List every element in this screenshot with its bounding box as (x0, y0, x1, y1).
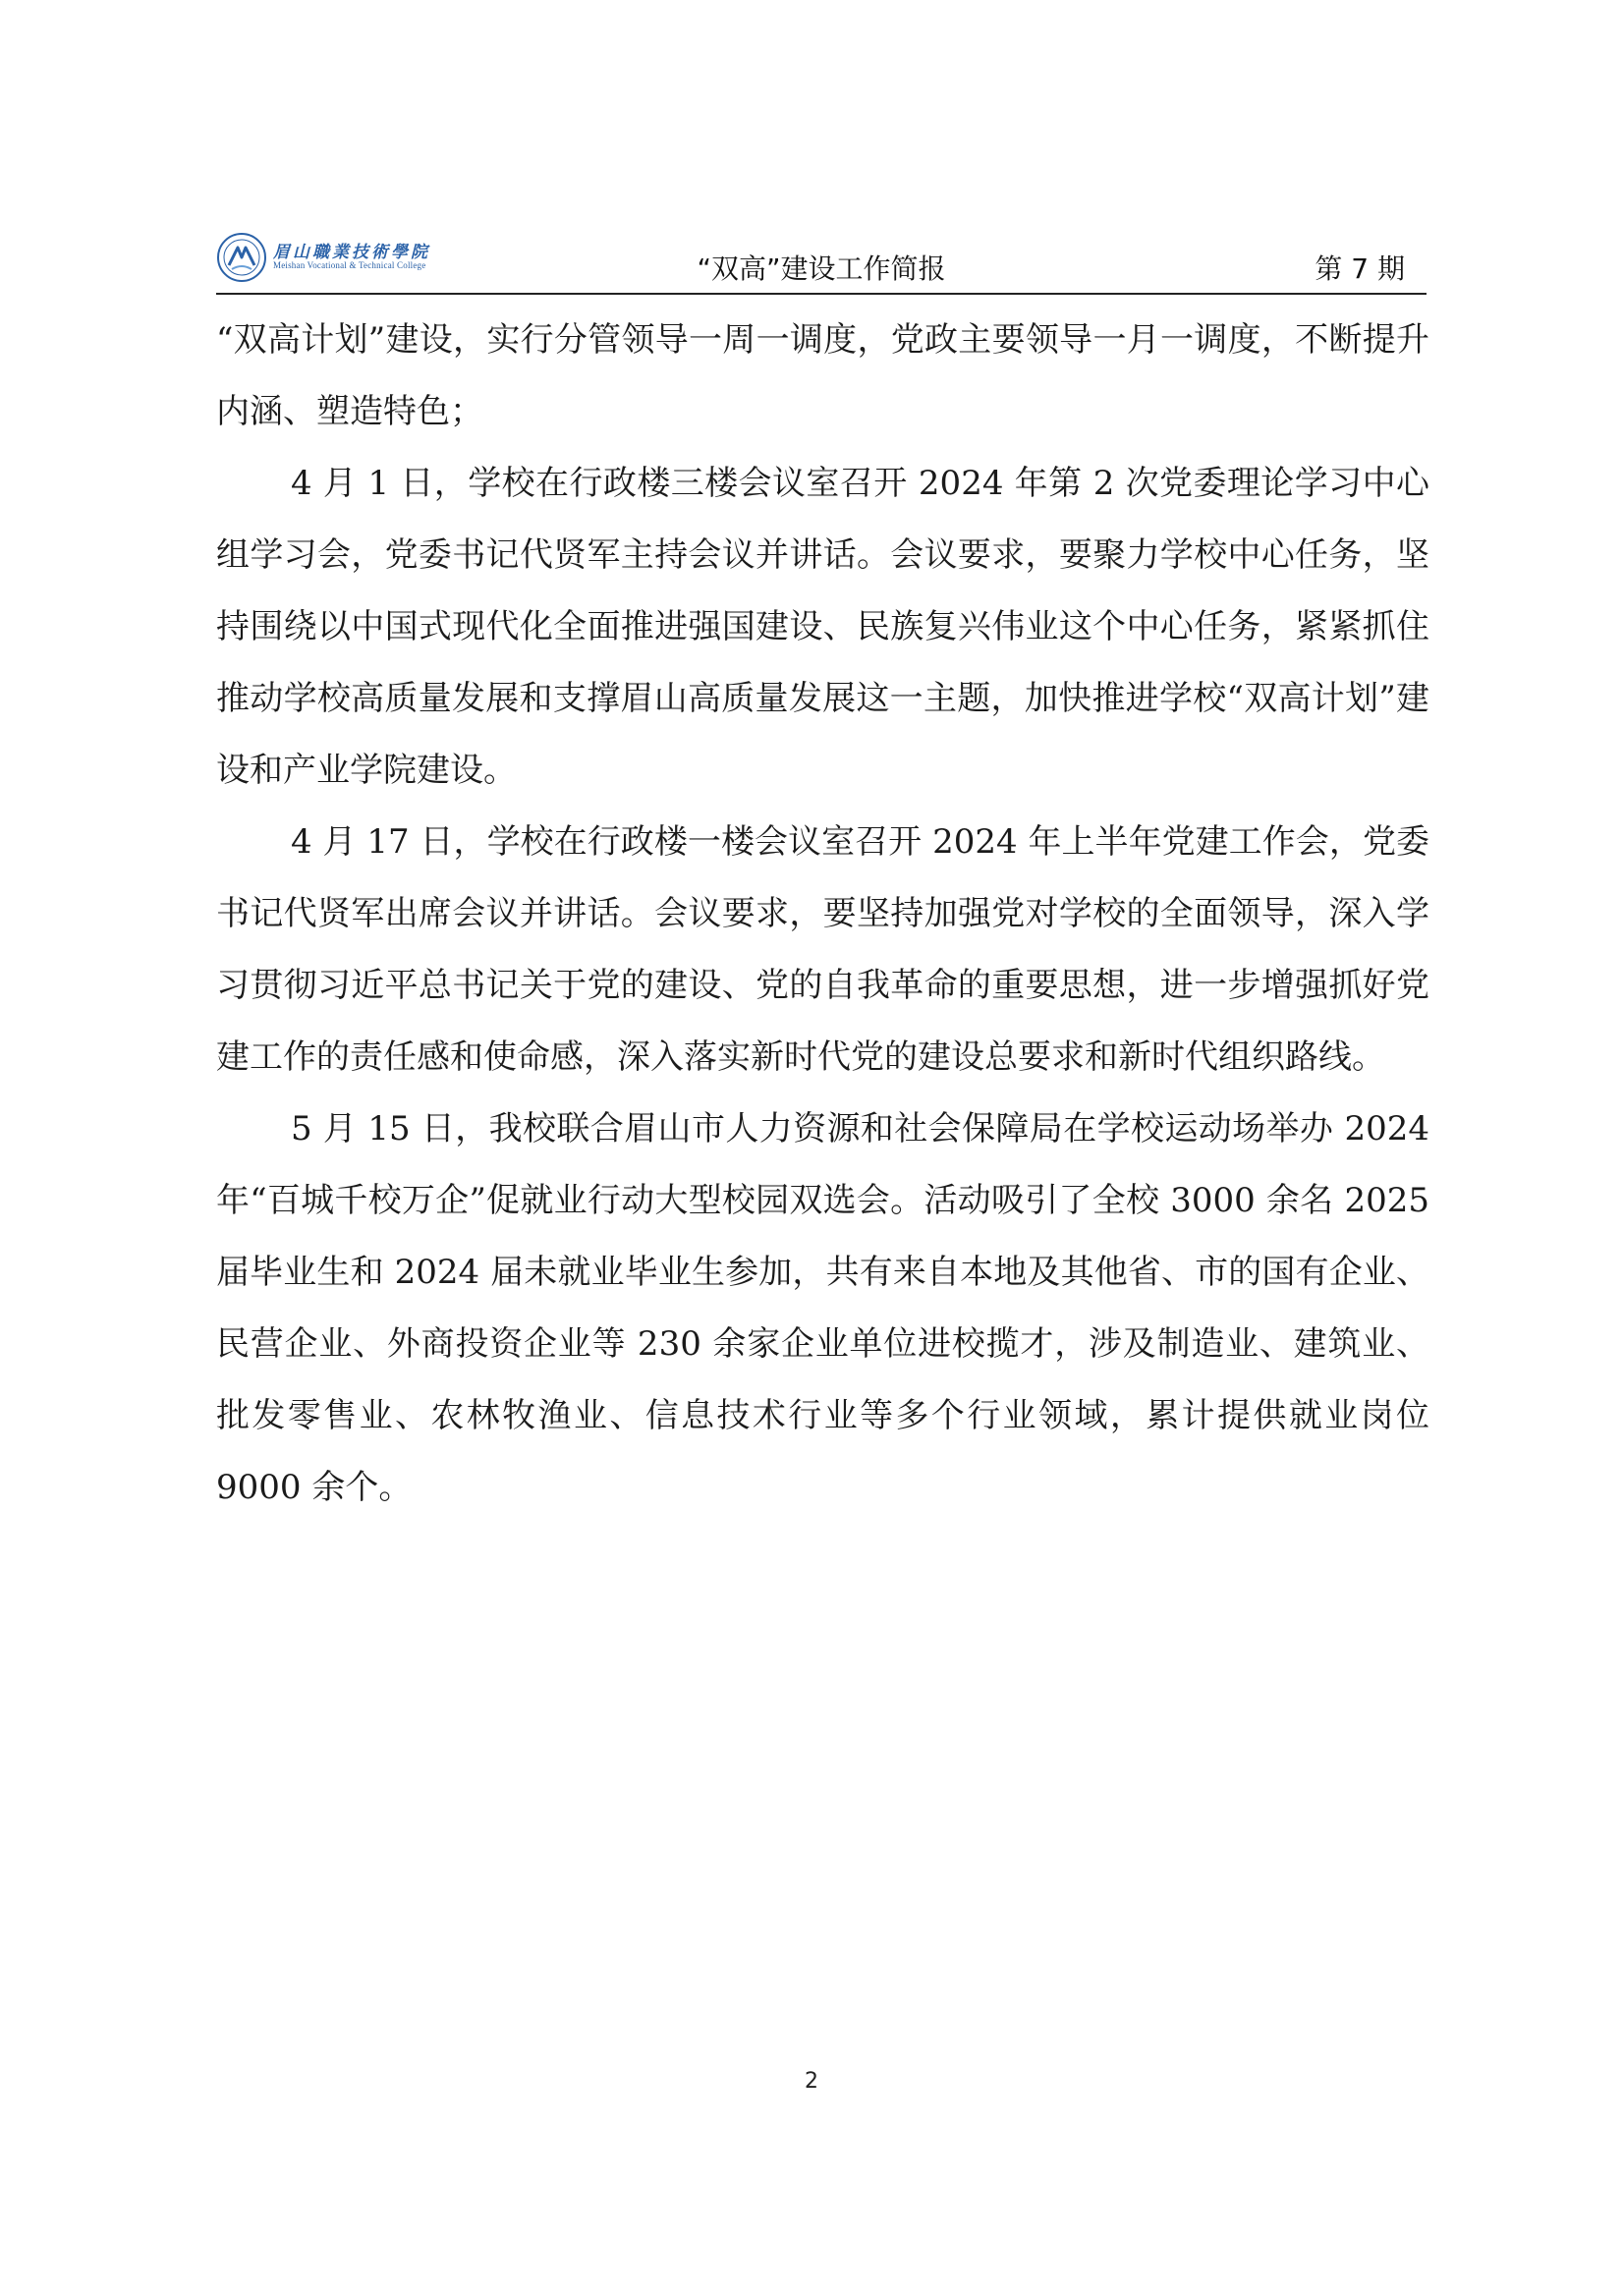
paragraph-april-1: 4 月 1 日，学校在行政楼三楼会议室召开 2024 年第 2 次党委理论学习中心组学习会，党委书记代贤军主持会议并讲话。会议要求，要聚力学校中心任务，坚持围绕以中国式现代化全面推进强国建设、民族复兴伟业这个中心任务，紧紧抓住推动学校高质量发展和支撑眉山高质量发展这一主题，加快推进学校“双高计划”建设和产业学院建设。 (216, 464, 1429, 790)
paragraph-may-15: 5 月 15 日，我校联合眉山市人力资源和社会保障局在学校运动场举办 2024 年“百城千校万企”促就业行动大型校园双选会。活动吸引了全校 3000 余名 2025 届毕业生和 2024 届未就业毕业生参加，共有来自本地及其他省、市的国有企业、民营企业、外商投资企业等 230 余家企业单位进校揽才，涉及制造业、建筑业、批发零售业、农林牧渔业、信息技术行业等多个行业领域，累计提供就业岗位 9000 余个。 (216, 1109, 1429, 1507)
bulletin-title: “双高”建设工作简报 (697, 252, 946, 285)
paragraph-april-17: 4 月 17 日，学校在行政楼一楼会议室召开 2024 年上半年党建工作会，党委书记代贤军出席会议并讲话。会议要求，要坚持加强党对学校的全面领导，深入学习贯彻习近平总书记关于党的建设、党的自我革命的重要思想，进一步增强抓好党建工作的责任感和使命感，深入落实新时代党的建设总要求和新时代组织路线。 (216, 822, 1429, 1077)
paragraph-continuation: “双高计划”建设，实行分管领导一周一调度，党政主要领导一月一调度，不断提升内涵、塑造特色； (216, 320, 1429, 431)
document-body (216, 305, 1429, 1524)
page-number: 2 (805, 2069, 818, 2094)
issue-number: 第 7 期 (1315, 252, 1405, 285)
logo-chinese-name: 眉山職業技術學院 (273, 242, 430, 262)
logo-english-name: Meishan Vocational & Technical College (273, 260, 426, 271)
page-header (216, 226, 1427, 295)
